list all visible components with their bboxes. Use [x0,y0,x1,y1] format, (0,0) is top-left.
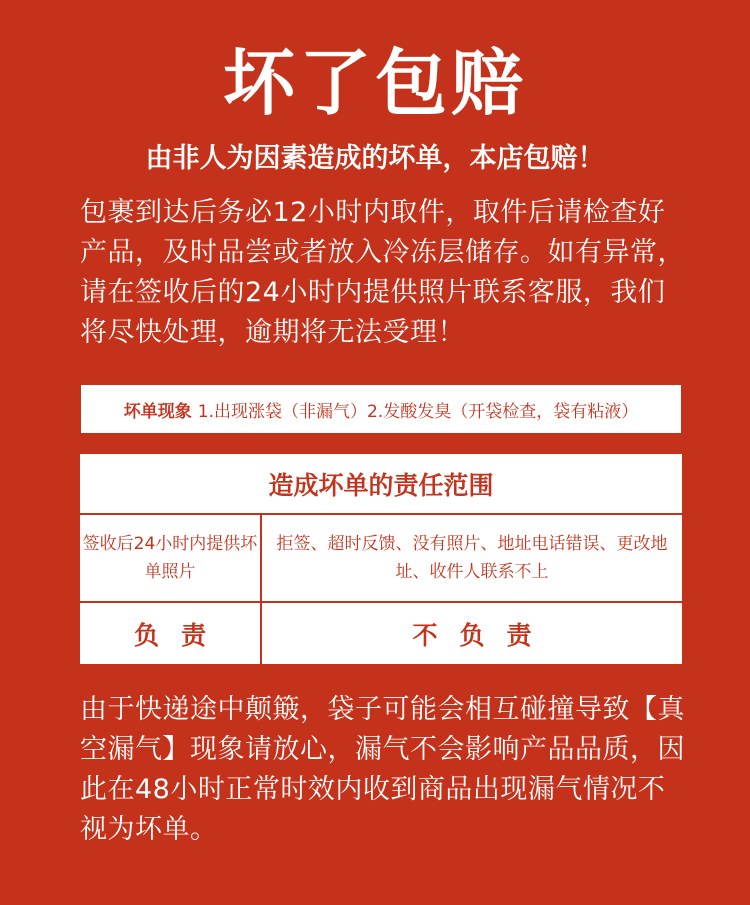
intro-paragraph: 包裹到达后务必12小时内取件，取件后请检查好产品，及时品尝或者放入冷冻层储存。如有异常，请在签收后的24小时内提供照片联系客服，我们将尽快处理，逾期将无法受理！ [80,197,685,348]
responsible-label: 负责 [133,620,228,650]
page-subtitle: 由非人为因素造成的坏单，本店包赔！ [145,143,605,174]
not-responsible-label: 不负责 [412,620,554,650]
bad-order-phenomenon-box [80,384,682,434]
page-title: 坏了包赔 [222,41,527,125]
not-responsible-conditions: 拒签、超时反馈、没有照片、地址电话错误、更改地址、收件人联系不上 [276,534,668,582]
table-header: 造成坏单的责任范围 [268,470,494,500]
responsible-condition: 签收后24小时内提供坏单照片 [82,534,258,582]
phenomenon-text: 1.出现涨袋（非漏气）2.发酸发臭（开袋检查，袋有粘液） [197,401,639,422]
note-paragraph: 由于快递途中颠簸，袋子可能会相互碰撞导致【真空漏气】现象请放心，漏气不会影响产品品质，因此在48小时正常时效内收到商品出现漏气情况不视为坏单。 [80,694,685,845]
phenomenon-label: 坏单现象 [123,401,192,422]
responsibility-table [80,454,682,664]
